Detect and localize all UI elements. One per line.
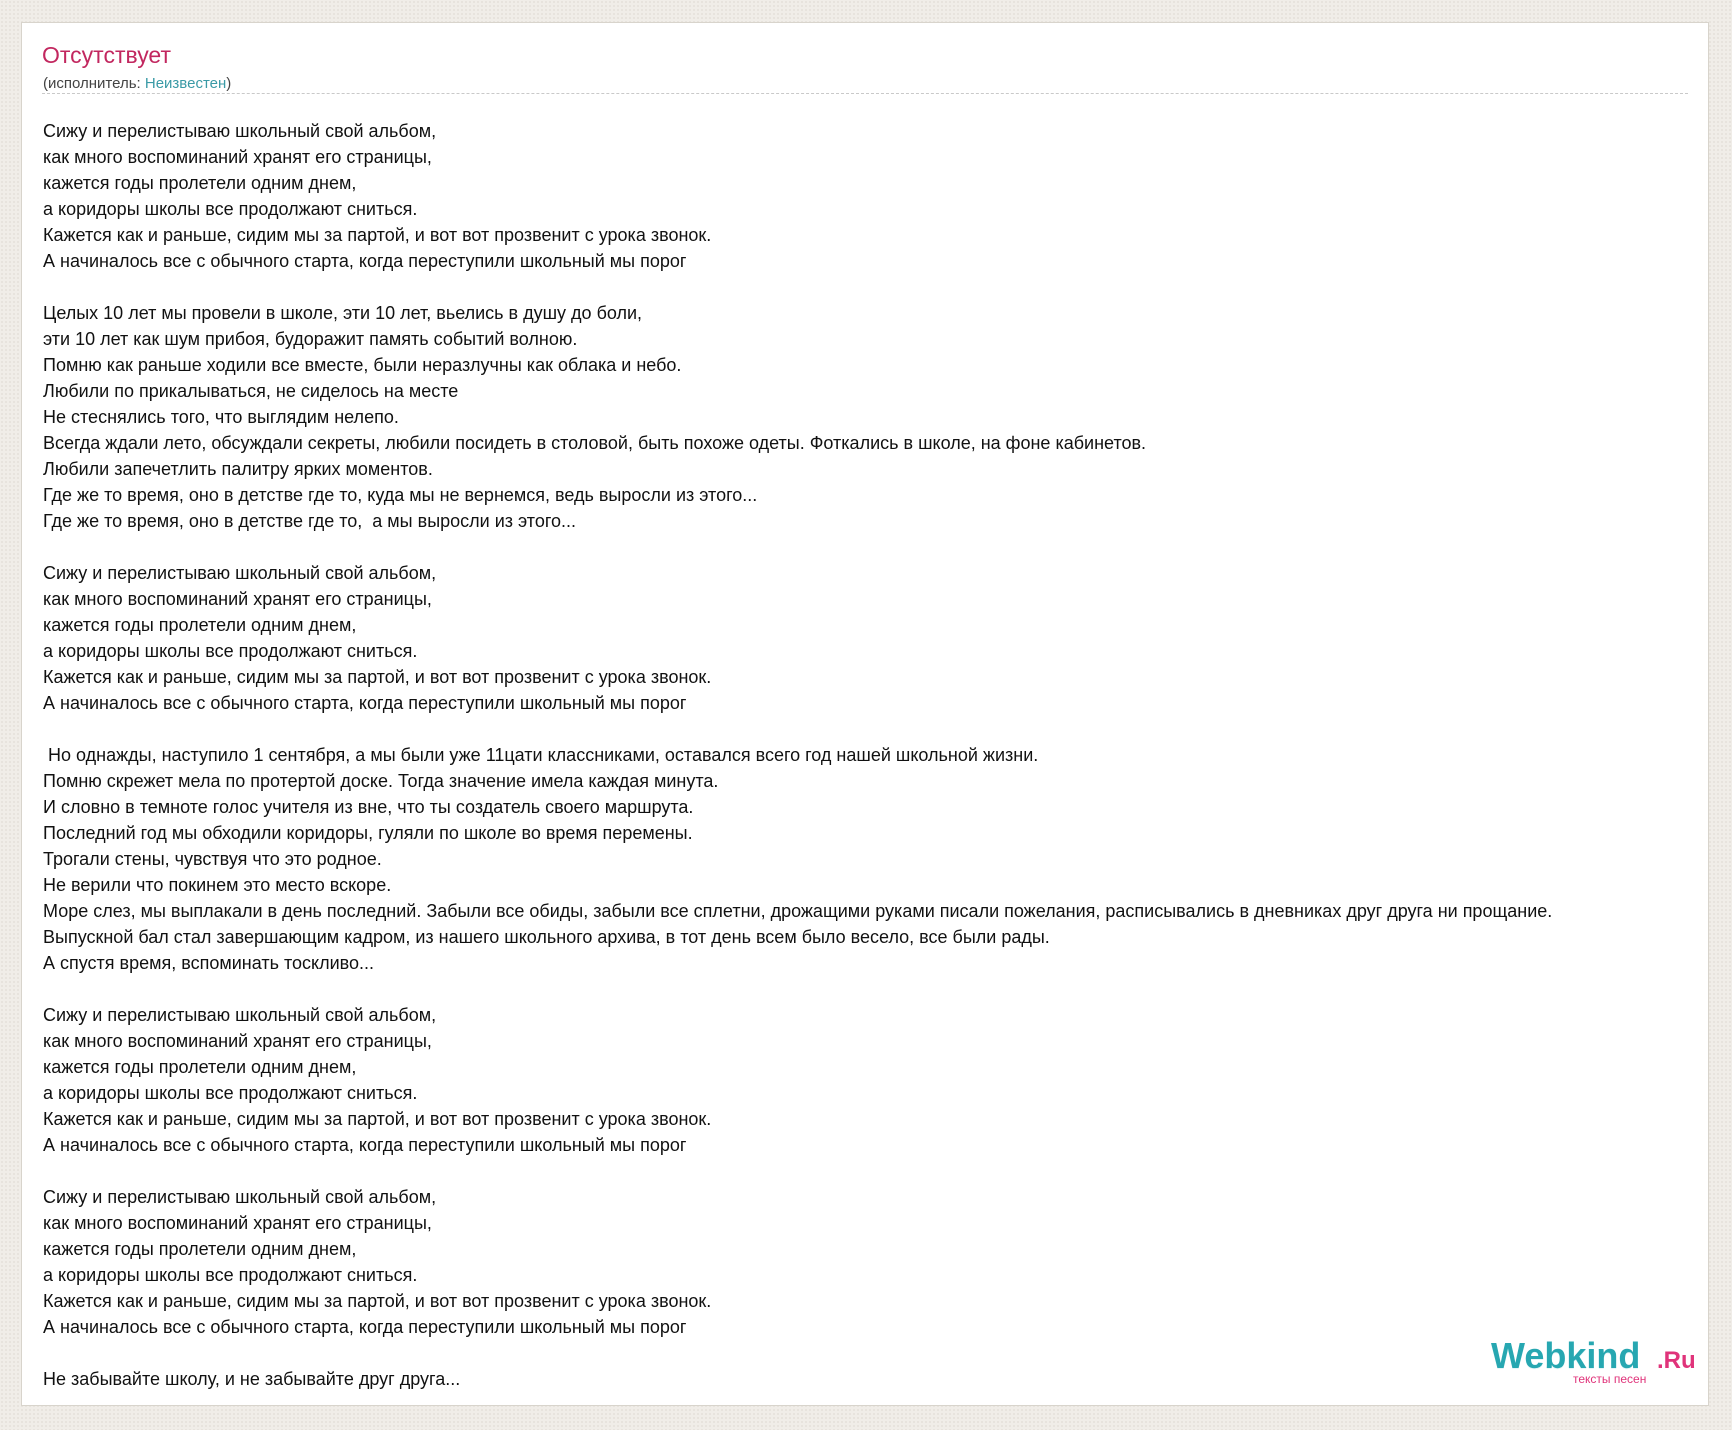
lyrics-line: как много воспоминаний хранят его страницы, bbox=[43, 589, 432, 609]
lyrics-card bbox=[21, 22, 1709, 1406]
lyrics-line: кажется годы пролетели одним днем, bbox=[43, 1239, 357, 1259]
logo-tld: .Ru bbox=[1657, 1347, 1696, 1374]
lyrics-line: как много воспоминаний хранят его страницы, bbox=[43, 147, 432, 167]
song-title: Отсутствует bbox=[42, 42, 171, 68]
artist-line bbox=[43, 75, 231, 93]
lyrics-line: А начиналось все с обычного старта, когда переступили школьный мы порог bbox=[43, 251, 687, 271]
lyrics-blank-line bbox=[43, 716, 1552, 742]
lyrics-line: Не забывайте школу, и не забывайте друг друга... bbox=[43, 1369, 461, 1389]
logo-tagline: тексты песен bbox=[1573, 1372, 1647, 1386]
lyrics-line: А начиналось все с обычного старта, когда переступили школьный мы порог bbox=[43, 693, 687, 713]
lyrics-line: А начиналось все с обычного старта, когда переступили школьный мы порог bbox=[43, 1135, 687, 1155]
lyrics-line: Последний год мы обходили коридоры, гуляли по школе во время перемены. bbox=[43, 823, 693, 843]
lyrics-line: Но однажды, наступило 1 сентября, а мы были уже 11цати классниками, оставался всего год нашей школьной жизни. bbox=[43, 745, 1039, 765]
divider bbox=[42, 93, 1688, 94]
lyrics-line: Сижу и перелистываю школьный свой альбом, bbox=[43, 1187, 437, 1207]
lyrics-line: Помню скрежет мела по протертой доске. Тогда значение имела каждая минута. bbox=[43, 771, 719, 791]
lyrics-line: эти 10 лет как шум прибоя, будоражит память событий волною. bbox=[43, 329, 578, 349]
lyrics-blank-line bbox=[43, 1340, 1552, 1366]
artist-prefix: (исполнитель: bbox=[43, 75, 145, 92]
lyrics-line: Кажется как и раньше, сидим мы за партой, и вот вот прозвенит с урока звонок. bbox=[43, 1291, 712, 1311]
lyrics-line: а коридоры школы все продолжают сниться. bbox=[43, 1265, 418, 1285]
lyrics-line: Не стеснялись того, что выглядим нелепо. bbox=[43, 407, 399, 427]
lyrics-line: Любили запечетлить палитру ярких моментов. bbox=[43, 459, 433, 479]
lyrics-line: Любили по прикалываться, не сиделось на месте bbox=[43, 381, 459, 401]
lyrics-line: Кажется как и раньше, сидим мы за партой, и вот вот прозвенит с урока звонок. bbox=[43, 225, 712, 245]
lyrics-line: Не верили что покинем это место вскоре. bbox=[43, 875, 392, 895]
lyrics-line: Сижу и перелистываю школьный свой альбом, bbox=[43, 121, 437, 141]
artist-suffix: ) bbox=[226, 75, 232, 92]
lyrics-line: кажется годы пролетели одним днем, bbox=[43, 173, 357, 193]
lyrics-blank-line bbox=[43, 534, 1552, 560]
lyrics-line: Помню как раньше ходили все вместе, были неразлучны как облака и небо. bbox=[43, 355, 682, 375]
lyrics-line: Где же то время, оно в детстве где то, куда мы не вернемся, ведь выросли из этого... bbox=[43, 485, 758, 505]
lyrics-line: Целых 10 лет мы провели в школе, эти 10 лет, вьелись в душу до боли, bbox=[43, 303, 643, 323]
lyrics-line: Выпускной бал стал завершающим кадром, из нашего школьного архива, в тот день всем было весело, все были рады. bbox=[43, 927, 1050, 947]
lyrics-line: а коридоры школы все продолжают сниться. bbox=[43, 1083, 418, 1103]
lyrics-line: Всегда ждали лето, обсуждали секреты, любили посидеть в столовой, быть похоже одеты. Фоткались в школе, на фоне кабинетов. bbox=[43, 433, 1147, 453]
logo-wordmark: Webkind bbox=[1491, 1335, 1641, 1376]
lyrics-line: Кажется как и раньше, сидим мы за партой, и вот вот прозвенит с урока звонок. bbox=[43, 1109, 712, 1129]
lyrics-line: кажется годы пролетели одним днем, bbox=[43, 1057, 357, 1077]
lyrics-line: Сижу и перелистываю школьный свой альбом, bbox=[43, 1005, 437, 1025]
webkind-logo[interactable] bbox=[1491, 1335, 1696, 1394]
lyrics-blank-line bbox=[43, 976, 1552, 1002]
lyrics-blank-line bbox=[43, 274, 1552, 300]
lyrics-line: Море слез, мы выплакали в день последний. Забыли все обиды, забыли все сплетни, дрожащими руками писали пожелания, расписывались в дневниках друг друга ни прощание. bbox=[43, 901, 1553, 921]
lyrics-line: а коридоры школы все продолжают сниться. bbox=[43, 199, 418, 219]
lyrics-blank-line bbox=[43, 1158, 1552, 1184]
lyrics-line: Трогали стены, чувствуя что это родное. bbox=[43, 849, 382, 869]
lyrics-line: кажется годы пролетели одним днем, bbox=[43, 615, 357, 635]
lyrics-line: А спустя время, вспоминать тоскливо... bbox=[43, 953, 375, 973]
artist-link[interactable]: Неизвестен bbox=[144, 75, 227, 92]
lyrics-line: Сижу и перелистываю школьный свой альбом, bbox=[43, 563, 437, 583]
lyrics-line: а коридоры школы все продолжают сниться. bbox=[43, 641, 418, 661]
lyrics-line: А начиналось все с обычного старта, когда переступили школьный мы порог bbox=[43, 1317, 687, 1337]
lyrics-line: Кажется как и раньше, сидим мы за партой, и вот вот прозвенит с урока звонок. bbox=[43, 667, 712, 687]
lyrics-line: как много воспоминаний хранят его страницы, bbox=[43, 1213, 432, 1233]
lyrics-line: И словно в темноте голос учителя из вне, что ты создатель своего маршрута. bbox=[43, 797, 694, 817]
lyrics-line: как много воспоминаний хранят его страницы, bbox=[43, 1031, 432, 1051]
lyrics-text bbox=[43, 118, 1552, 1392]
lyrics-line: Где же то время, оно в детстве где то, а мы выросли из этого... bbox=[43, 511, 577, 531]
